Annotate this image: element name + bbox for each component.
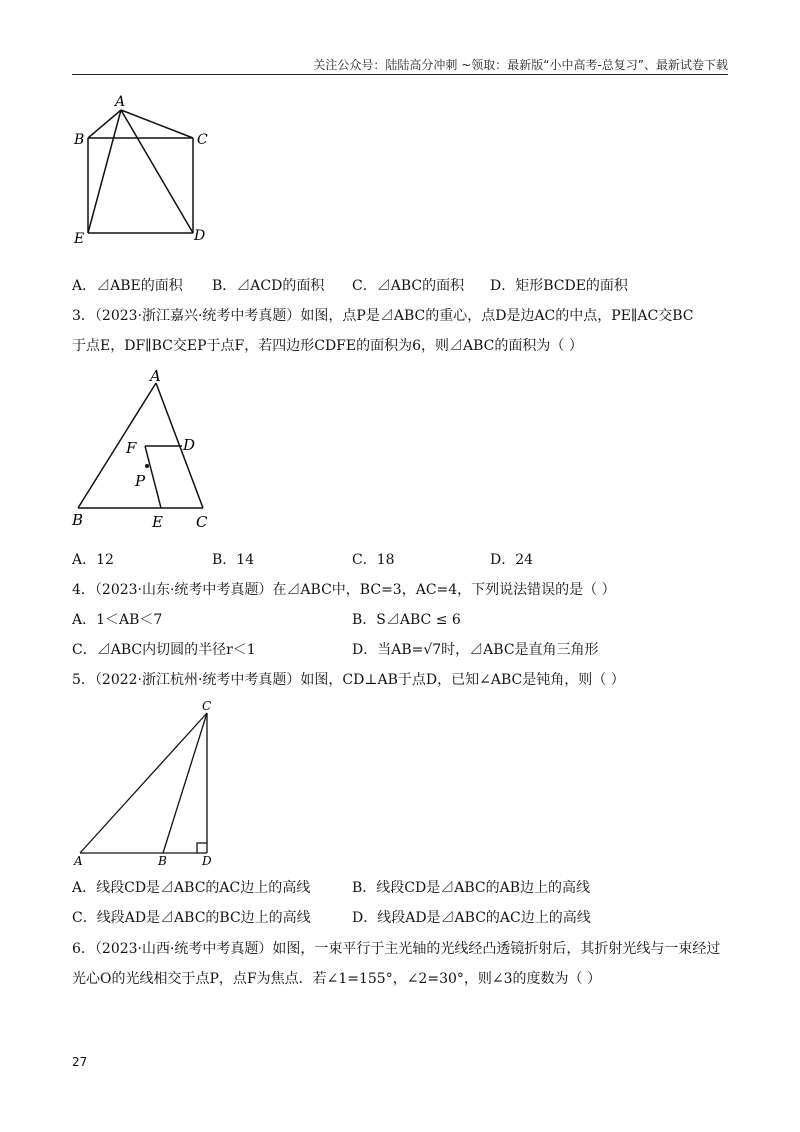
q4-stem: 4．（2023·山东·统考中考真题）在⊿ABC中，BC=3，AC=4，下列说法错误的是（ ） xyxy=(72,582,616,598)
q5-option-a: A．线段CD是⊿ABC的AC边上的高线 xyxy=(72,880,311,896)
label-c: C xyxy=(196,513,208,531)
label-d: D xyxy=(194,228,206,244)
label-a: A xyxy=(115,94,126,110)
label-b: B xyxy=(158,854,167,868)
q4-option-b: B．S⊿ABC ≤ 6 xyxy=(352,612,461,628)
figure-rectangle-triangle xyxy=(60,88,230,248)
label-e: E xyxy=(74,231,85,247)
q4-option-a: A．1＜AB＜7 xyxy=(72,612,163,628)
label-c: C xyxy=(202,699,212,713)
label-e: E xyxy=(152,513,163,531)
q6-stem-line1: 6．（2023·山西·统考中考真题）如图，一束平行于主光轴的光线经凸透镜折射后，其折射光线与一束经过 xyxy=(72,941,721,957)
q3-option-c: C．18 xyxy=(352,552,395,568)
q5-option-c: C．线段AD是⊿ABC的BC边上的高线 xyxy=(72,910,311,926)
q3-stem-line2: 于点E，DF∥BC交EP于点F，若四边形CDFE的面积为6，则⊿ABC的面积为（ ） xyxy=(72,338,583,354)
label-a: A xyxy=(150,367,161,385)
label-c: C xyxy=(197,132,208,148)
q3-option-d: D．24 xyxy=(490,552,534,568)
page-number: 27 xyxy=(72,1055,88,1069)
q2-option-a: A．⊿ABE的面积 xyxy=(72,278,183,294)
page-header: 关注公众号：陆陆高分冲刺 ~领取：最新版“小中高考-总复习”、最新试卷下载 xyxy=(313,58,728,72)
label-b: B xyxy=(74,132,85,148)
q5-option-d: D．线段AD是⊿ABC的AC边上的高线 xyxy=(352,910,591,926)
q2-option-c: C．⊿ABC的面积 xyxy=(352,278,465,294)
q2-option-d: D．矩形BCDE的面积 xyxy=(490,278,628,294)
q6-stem-line2: 光心O的光线相交于点P，点F为焦点．若∠1=155°，∠2=30°，则∠3的度数为（ ） xyxy=(72,971,601,987)
q5-option-b: B．线段CD是⊿ABC的AB边上的高线 xyxy=(352,880,590,896)
q5-stem: 5．（2022·浙江杭州·统考中考真题）如图，CD⊥AB于点D，已知∠ABC是钝角，则（ ） xyxy=(72,672,625,688)
q4-option-d: D．当AB=√7时，⊿ABC是直角三角形 xyxy=(352,642,599,658)
header-rule xyxy=(72,74,728,75)
label-d: D xyxy=(202,854,212,868)
q4-option-c: C．⊿ABC内切圆的半径r＜1 xyxy=(72,642,256,658)
q3-option-a: A．12 xyxy=(72,552,114,568)
label-d: D xyxy=(183,436,196,454)
q3-option-b: B．14 xyxy=(212,552,255,568)
q3-stem-line1: 3．（2023·浙江嘉兴·统考中考真题）如图，点P是⊿ABC的重心，点D是边AC的中点，PE∥AC交BC xyxy=(72,308,694,324)
figure-obtuse-triangle-altitude xyxy=(66,695,226,870)
label-b: B xyxy=(72,511,84,529)
label-f: F xyxy=(126,439,137,457)
label-p: P xyxy=(135,472,146,490)
figure-triangle-centroid xyxy=(60,365,230,535)
label-a: A xyxy=(74,854,83,868)
q2-option-b: B．⊿ACD的面积 xyxy=(212,278,325,294)
